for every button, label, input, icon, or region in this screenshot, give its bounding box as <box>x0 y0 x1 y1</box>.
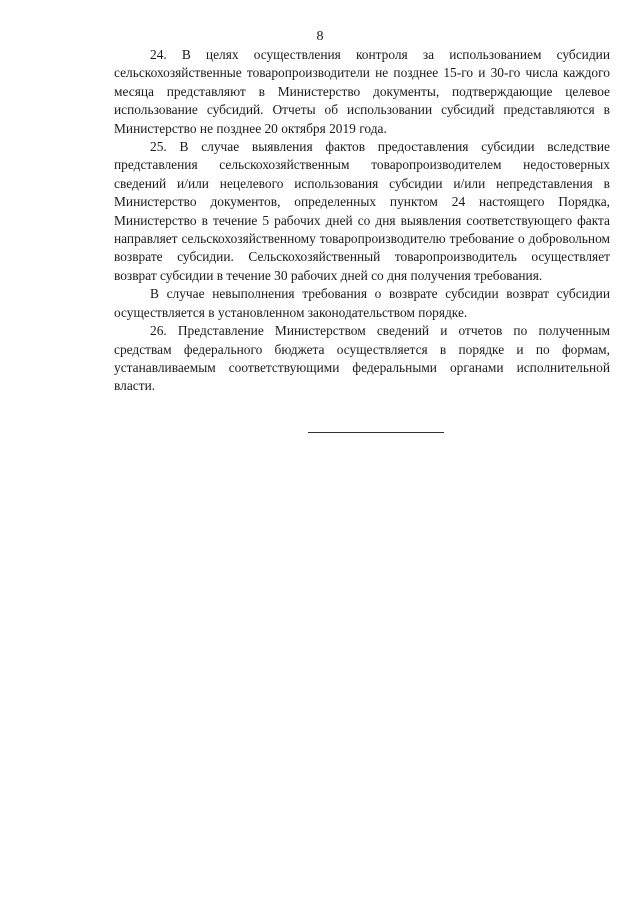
document-body <box>114 46 610 396</box>
end-of-document-rule <box>308 432 444 433</box>
paragraph-26: 26. Представление Министерством сведений и отчетов по полученным средствам федерального бюджета осуществляется в порядке и по формам, устанавливаемым соответствующими федеральными органами исполнительной власти. <box>114 323 610 394</box>
paragraph-25: 25. В случае выявления фактов предоставления субсидии вследствие представления сельскохозяйственным товаропроизводителем недостоверных сведений и/или нецелевого использования субсидии и/или непредставления в Министерство документов, определенных пунктом 24 настоящего Порядка, Министерство в течение 5 рабочих дней со дня выявления соответствующего факта направляет сельскохозяйственному товаропроизводителю требование о добровольном возврате субсидии. Сельскохозяйственный товаропроизводитель осуществляет возврат субсидии в течение 30 рабочих дней со дня получения требования. <box>114 139 610 283</box>
paragraph-24: 24. В целях осуществления контроля за использованием субсидии сельскохозяйственные товаропроизводители не позднее 15-го и 30-го числа каждого месяца представляют в Министерство документы, подтверждающие целевое использование субсидий. Отчеты об использовании субсидий представляются в Министерство не позднее 20 октября 2019 года. <box>114 47 610 136</box>
page-number: 8 <box>316 29 324 44</box>
paragraph-25-continuation: В случае невыполнения требования о возврате субсидии возврат субсидии осуществляется в установленном законодательством порядке. <box>114 286 610 320</box>
